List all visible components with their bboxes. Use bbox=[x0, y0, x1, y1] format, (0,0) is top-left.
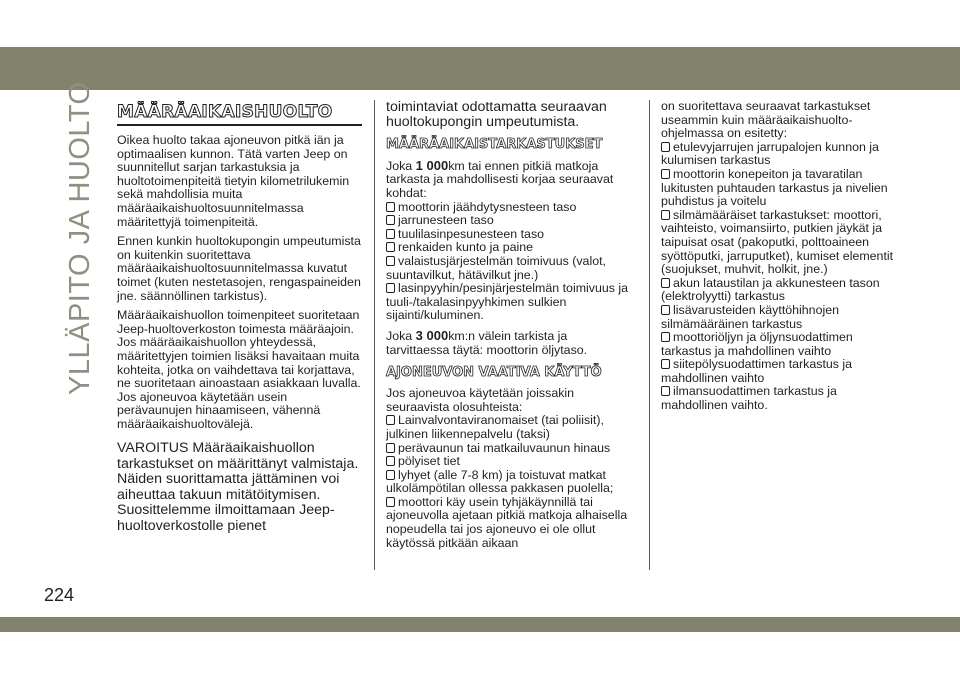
list-item-text: etulevyjarrujen jarrupalojen kunnon ja kulumisen tarkastus bbox=[661, 139, 879, 168]
interval-number: 3 000 bbox=[415, 327, 449, 343]
list-item-text: renkaiden kunto ja paine bbox=[398, 240, 534, 255]
list-item-text: moottori käy usein tyhjäkäynnillä tai ajoneuvolla ajetaan pitkiä matkoja alhaisella nopeudella tai jos ajoneuvo ei ole ollut käytössä pitkään aikaan bbox=[386, 494, 628, 550]
column-3 bbox=[661, 100, 906, 413]
list-item bbox=[386, 241, 631, 255]
list-item-text: valaistusjärjestelmän toimivuus (valot, suuntavilkut, hätävilkut jne.) bbox=[386, 253, 606, 282]
warning-text: VAROITUS Määräaikaishuollon tarkastukset on määrittänyt valmistaja. Näiden suorittamatta jättäminen voi aiheuttaa takuun mitätöitymisen. Suosittelemme ilmoittamaan Jeep-huoltoverkostolle pienet bbox=[117, 440, 359, 534]
list-item bbox=[661, 277, 906, 304]
list-item bbox=[661, 209, 906, 277]
checkbox-bullet-icon bbox=[386, 256, 395, 266]
section-heading-severe-use: AJONEUVON VAATIVA KÄYTTÖ bbox=[386, 365, 602, 381]
list-item bbox=[386, 442, 631, 456]
list-item bbox=[386, 496, 631, 550]
column-divider bbox=[649, 100, 650, 570]
checkbox-bullet-icon bbox=[661, 305, 670, 315]
list-item-text: pölyiset tiet bbox=[398, 454, 460, 469]
list-item bbox=[386, 228, 631, 242]
continuation-text: toimintaviat odottamatta seuraavan huoltokupongin umpeutumista. bbox=[386, 99, 607, 131]
column-divider bbox=[374, 100, 375, 570]
paragraph: Ennen kunkin huoltokupongin umpeutumista on kuitenkin suoritettava määräaikaishuoltosuunnitelmassa kuvatut toimet (kuten nestetasojen, rengaspaineiden jne. säännöllinen tarkistus). bbox=[117, 234, 361, 303]
list-item-text: Lainvalvontaviranomaiset (tai poliisit), julkinen liikennepalvelu (taksi) bbox=[386, 413, 604, 441]
column-2 bbox=[386, 100, 631, 550]
list-item bbox=[661, 168, 906, 209]
list-item-text: perävaunun tai matkailuvaunun hinaus bbox=[398, 440, 611, 455]
paragraph: Oikea huolto takaa ajoneuvon pitkä iän ja optimaalisen kunnon. Tätä varten Jeep on suunnitellut sarjan tarkastuksia ja huoltotoimenpiteitä tietyin kilometrilukemin sekä mahdollisia muita määräaikaishuoltosuunnitelmassa määritettyjä toimenpiteitä. bbox=[117, 133, 350, 229]
page-number: 224 bbox=[44, 585, 75, 605]
intro-text: on suoritettava seuraavat tarkastukset useammin kuin määräaikaishuolto-ohjelmassa on esitetty: bbox=[661, 99, 871, 141]
checkbox-bullet-icon bbox=[661, 386, 670, 396]
list-item bbox=[386, 214, 631, 228]
checkbox-bullet-icon bbox=[661, 278, 670, 288]
intro-text bbox=[386, 159, 631, 201]
checkbox-bullet-icon bbox=[661, 332, 670, 342]
list-item-text: moottorin konepeiton ja tavaratilan lukitusten puhtauden tarkastus ja nivelien puhdistus ja voitelu bbox=[661, 166, 888, 209]
list-item-text: siitepölysuodattimen tarkastus ja mahdollinen vaihto bbox=[661, 357, 853, 385]
list-item bbox=[386, 282, 631, 323]
intro-rest: km tai ennen pitkiä matkoja tarkasta ja mahdollisesti korjaa seuraavat kohdat: bbox=[386, 158, 614, 200]
list-item-text: tuulilasinpesunesteen taso bbox=[398, 226, 545, 241]
checkbox-bullet-icon bbox=[386, 215, 395, 225]
section-heading-inspections: MÄÄRÄAIKAISTARKASTUKSET bbox=[386, 136, 603, 152]
list-item bbox=[386, 201, 631, 215]
checkbox-bullet-icon bbox=[386, 443, 395, 453]
list-item-text: moottoriöljyn ja öljynsuodattimen tarkastus ja mahdollinen vaihto bbox=[661, 330, 853, 358]
list-item-text: akun lataustilan ja akkunesteen tason (elektrolyytti) tarkastus bbox=[661, 275, 880, 304]
intro-number: 1 000 bbox=[415, 157, 449, 173]
list-item bbox=[386, 255, 631, 282]
checkbox-bullet-icon bbox=[386, 202, 395, 212]
bottom-band bbox=[0, 617, 960, 632]
column-1 bbox=[117, 100, 362, 540]
conditions-list bbox=[386, 414, 631, 550]
list-item bbox=[661, 385, 906, 412]
list-item bbox=[386, 455, 631, 469]
list-item bbox=[386, 469, 631, 496]
list-item bbox=[661, 304, 906, 331]
list-item-text: lyhyet (alle 7-8 km) ja toistuvat matkat ulkolämpötilan ollessa pakkasen puolella; bbox=[386, 467, 614, 496]
inspection-list bbox=[386, 201, 631, 323]
list-item bbox=[661, 358, 906, 385]
checkbox-bullet-icon bbox=[386, 283, 395, 293]
list-item bbox=[386, 414, 631, 441]
checkbox-bullet-icon bbox=[386, 229, 395, 239]
interval-text bbox=[386, 329, 631, 357]
list-item-text: moottorin jäähdytysnesteen taso bbox=[398, 199, 577, 214]
list-item-text: jarrunesteen taso bbox=[398, 213, 494, 228]
checkbox-bullet-icon bbox=[386, 242, 395, 252]
frequent-checks-list bbox=[661, 141, 906, 413]
top-band bbox=[0, 47, 960, 90]
list-item-text: lasinpyyhin/pesinjärjestelmän toimivuus ja tuuli-/takalasinpyyhkimen sulkien sijainti/kuluminen. bbox=[386, 281, 629, 323]
section-heading-maintenance: MÄÄRÄAIKAISHUOLTO bbox=[117, 102, 333, 122]
checkbox-bullet-icon bbox=[661, 359, 670, 369]
list-item bbox=[661, 141, 906, 168]
list-item-text: silmämääräiset tarkastukset: moottori, vaihteisto, voimansiirto, putkien jäykät ja taipuisat osat (pakoputki, polttoaineen syöttöputki, jarruputket), kumiset elementit (suojukset, muhvit, holkit, jne.) bbox=[661, 207, 894, 277]
checkbox-bullet-icon bbox=[386, 470, 395, 480]
list-item bbox=[661, 331, 906, 358]
heading-rule bbox=[117, 124, 362, 126]
interval-rest: km:n välein tarkista ja tarvittaessa täytä: moottorin öljytaso. bbox=[386, 328, 588, 357]
checkbox-bullet-icon bbox=[386, 456, 395, 466]
intro-text: Jos ajoneuvoa käytetään joissakin seuraavista olosuhteista: bbox=[386, 386, 575, 414]
checkbox-bullet-icon bbox=[386, 415, 395, 425]
intro-prefix: Joka bbox=[386, 158, 413, 173]
checkbox-bullet-icon bbox=[661, 210, 670, 220]
checkbox-bullet-icon bbox=[386, 497, 395, 507]
checkbox-bullet-icon bbox=[661, 169, 670, 179]
paragraph: Määräaikaishuollon toimenpiteet suoritetaan Jeep-huoltoverkoston toimesta määräajoin. Jos määräaikaishuollon yhteydessä, määritettyjen toimien lisäksi havaitaan muita kohteita, jotka on vaihdettava tai korjattava, ne suoritetaan ainoastaan asiakkaan luvalla. Jos ajoneuvoa käytetään usein perävaunujen hinaamiseen, vähennä määräaikaishuoltovälejä. bbox=[117, 308, 361, 431]
checkbox-bullet-icon bbox=[661, 142, 670, 152]
interval-prefix: Joka bbox=[386, 328, 413, 343]
side-title: YLLÄPITO JA HUOLTO bbox=[64, 81, 96, 395]
list-item-text: ilmansuodattimen tarkastus ja mahdollinen vaihto. bbox=[661, 384, 837, 413]
list-item-text: lisävarusteiden käyttöhihnojen silmämääräinen tarkastus bbox=[661, 302, 840, 331]
